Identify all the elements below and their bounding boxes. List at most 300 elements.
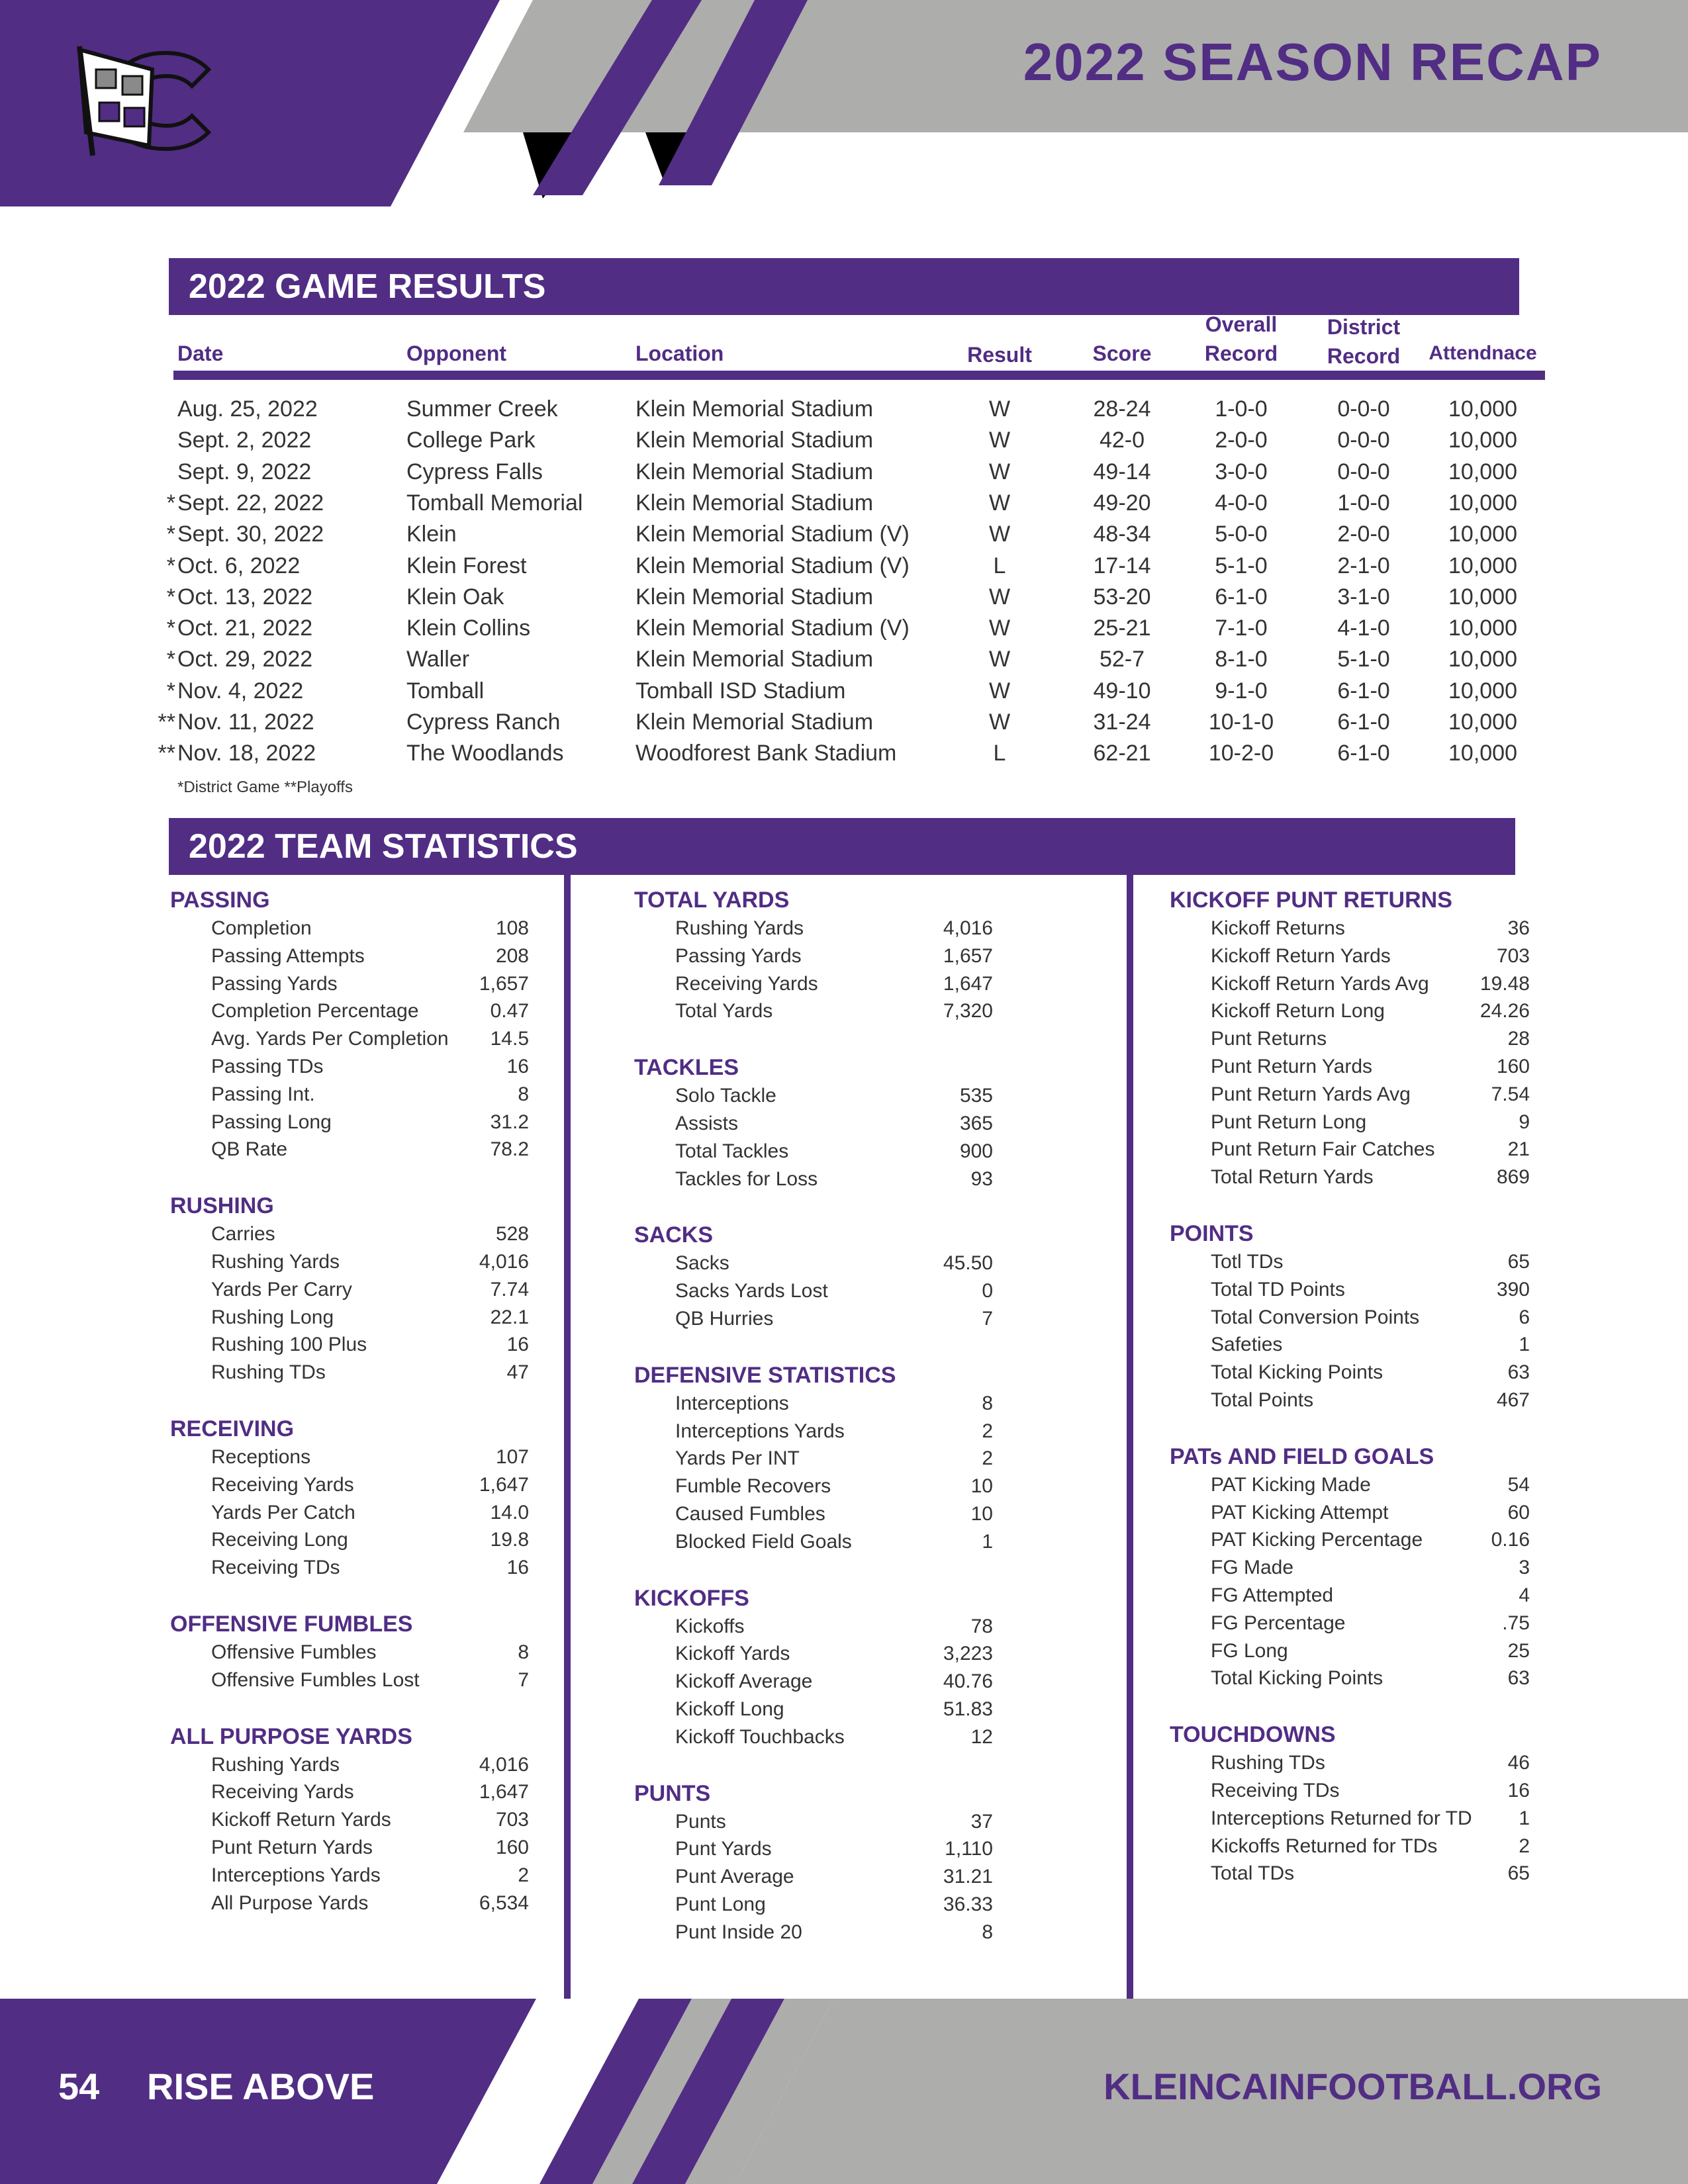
game-date: Sept. 2, 2022 — [177, 428, 312, 453]
stat-row — [170, 1639, 529, 1666]
stat-row — [634, 1919, 993, 1946]
game-opponent: Summer Creek — [406, 396, 558, 422]
stat-value: 4,016 — [479, 1753, 529, 1776]
stat-label: Total Conversion Points — [1211, 1306, 1420, 1328]
footer-url: KLEINCAINFOOTBALL.ORG — [1103, 2066, 1602, 2107]
stat-group — [170, 1610, 529, 1694]
stat-row — [1170, 1860, 1530, 1888]
stat-label: Completion Percentage — [211, 1000, 419, 1023]
stat-value: 25 — [1507, 1639, 1530, 1662]
stat-label: Rushing 100 Plus — [211, 1334, 367, 1356]
stat-row — [170, 997, 529, 1025]
game-result: W — [988, 584, 1011, 610]
stat-group-title: PASSING — [170, 887, 270, 913]
stat-row — [1170, 1499, 1530, 1527]
stat-label: Tackles for Loss — [675, 1167, 818, 1190]
game-mark: * — [166, 678, 175, 704]
stat-group-title: ALL PURPOSE YARDS — [170, 1723, 412, 1749]
stat-label: Receiving Yards — [211, 1781, 354, 1803]
stat-row — [1170, 1053, 1530, 1081]
stat-label: Offensive Fumbles — [211, 1641, 377, 1663]
game-opponent: Waller — [406, 647, 470, 672]
stat-row — [1170, 1304, 1530, 1332]
stats-column-2 — [634, 886, 993, 1974]
stats-divider-1 — [564, 875, 571, 1999]
stat-label: Totl TDs — [1211, 1250, 1284, 1273]
stat-label: Punts — [675, 1810, 726, 1833]
stat-label: Sacks — [675, 1252, 729, 1275]
game-attendance: 10,000 — [1448, 553, 1517, 578]
game-overall: 10-1-0 — [1208, 709, 1274, 735]
game-score: 52-7 — [1099, 647, 1145, 672]
stat-value: 12 — [970, 1725, 993, 1748]
game-mark: * — [166, 490, 175, 516]
stat-row — [634, 1445, 993, 1473]
table-row — [0, 519, 1688, 550]
game-location: Klein Memorial Stadium — [635, 647, 874, 672]
stat-value: 16 — [1507, 1779, 1530, 1801]
stat-value: 2 — [982, 1447, 993, 1470]
game-score: 17-14 — [1093, 553, 1151, 578]
stat-row — [170, 1304, 529, 1332]
stat-row — [634, 1640, 993, 1668]
stat-row — [1170, 1777, 1530, 1805]
stat-label: Receiving Yards — [675, 972, 818, 995]
stat-value: 65 — [1507, 1862, 1530, 1885]
game-opponent: Klein Forest — [406, 553, 527, 578]
stat-row — [1170, 1359, 1530, 1387]
stat-value: 2 — [1519, 1835, 1530, 1857]
stat-value: 4 — [1519, 1584, 1530, 1606]
stat-label: Total Tackles — [675, 1140, 789, 1162]
stat-row — [634, 1138, 993, 1165]
game-overall: 1-0-0 — [1215, 396, 1268, 422]
stat-row — [634, 970, 993, 998]
stat-row — [1170, 1833, 1530, 1860]
team-logo — [66, 40, 225, 162]
game-date: Nov. 11, 2022 — [177, 709, 314, 735]
stat-label: Kickoff Touchbacks — [675, 1725, 845, 1748]
game-overall: 10-2-0 — [1208, 741, 1274, 766]
stat-value: 63 — [1507, 1667, 1530, 1690]
table-row — [0, 582, 1688, 613]
game-location: Klein Memorial Stadium — [635, 396, 874, 422]
game-attendance: 10,000 — [1448, 647, 1517, 672]
stat-row — [634, 942, 993, 970]
game-district: 6-1-0 — [1337, 741, 1390, 766]
stat-group-title: PATs AND FIELD GOALS — [1170, 1443, 1434, 1469]
stat-label: PAT Kicking Percentage — [1211, 1529, 1423, 1551]
stat-value: 8 — [982, 1392, 993, 1414]
stat-row — [1170, 1025, 1530, 1053]
stat-row — [1170, 970, 1530, 998]
stat-value: 16 — [506, 1334, 529, 1356]
game-attendance: 10,000 — [1448, 584, 1517, 610]
table-row — [0, 394, 1688, 425]
stat-value: 8 — [518, 1641, 529, 1663]
col-district-line1: District — [1327, 315, 1401, 339]
game-location: Tomball ISD Stadium — [635, 678, 846, 704]
col-overall-line2: Record — [1204, 341, 1278, 365]
stat-group-title: DEFENSIVE STATISTICS — [634, 1362, 896, 1388]
stat-row — [634, 1082, 993, 1110]
game-attendance: 10,000 — [1448, 428, 1517, 453]
stat-row — [170, 1443, 529, 1471]
game-mark: * — [166, 647, 175, 672]
stat-label: Passing Yards — [675, 944, 802, 967]
stat-group — [634, 1220, 993, 1332]
stat-row — [170, 1778, 529, 1806]
stat-label: Kickoff Yards — [675, 1643, 790, 1665]
stat-value: 47 — [506, 1361, 529, 1384]
game-attendance: 10,000 — [1448, 522, 1517, 547]
stat-label: Offensive Fumbles Lost — [211, 1668, 420, 1691]
stat-group — [634, 1053, 993, 1193]
game-date: Aug. 25, 2022 — [177, 396, 318, 422]
stat-label: FG Made — [1211, 1557, 1294, 1579]
game-mark: * — [166, 584, 175, 610]
stat-label: Kickoffs — [675, 1615, 745, 1637]
stat-row — [634, 1528, 993, 1556]
stat-label: Yards Per INT — [675, 1447, 800, 1470]
stat-value: .75 — [1502, 1612, 1530, 1634]
stat-label: Receiving TDs — [211, 1557, 340, 1579]
col-date: Date — [177, 341, 224, 365]
stat-group-title: RUSHING — [170, 1193, 274, 1219]
game-overall: 5-1-0 — [1215, 553, 1268, 578]
game-score: 31-24 — [1093, 709, 1151, 735]
stat-group — [170, 1414, 529, 1582]
stat-label: FG Percentage — [1211, 1612, 1346, 1634]
stat-label: Punt Average — [675, 1866, 794, 1888]
stat-row — [1170, 1554, 1530, 1582]
game-district: 1-0-0 — [1337, 490, 1390, 516]
game-location: Woodforest Bank Stadium — [635, 741, 897, 766]
stat-value: 703 — [1496, 944, 1530, 967]
stat-value: 2 — [518, 1864, 529, 1886]
stat-row — [1170, 1582, 1530, 1610]
stat-value: 1,657 — [479, 972, 529, 995]
stat-label: Punt Long — [675, 1893, 766, 1915]
game-district: 6-1-0 — [1337, 709, 1390, 735]
stat-value: 869 — [1496, 1166, 1530, 1189]
stat-row — [634, 1305, 993, 1333]
stat-label: Total Kicking Points — [1211, 1361, 1383, 1384]
game-overall: 8-1-0 — [1215, 647, 1268, 672]
stat-label: Completion — [211, 917, 312, 939]
col-location: Location — [635, 341, 724, 365]
stat-label: Interceptions Yards — [211, 1864, 381, 1886]
table-row — [0, 425, 1688, 456]
game-opponent: Klein Collins — [406, 615, 531, 641]
stat-label: Kickoff Average — [675, 1670, 813, 1693]
stats-divider-2 — [1127, 875, 1133, 2008]
stat-value: 78 — [970, 1615, 993, 1637]
stat-label: Kickoff Return Long — [1211, 1000, 1385, 1023]
stat-group — [170, 886, 529, 1163]
game-score: 28-24 — [1093, 396, 1151, 422]
game-result: W — [988, 490, 1011, 516]
game-attendance: 10,000 — [1448, 709, 1517, 735]
stat-row — [170, 1331, 529, 1359]
stat-value: 390 — [1496, 1278, 1530, 1300]
stat-value: 365 — [959, 1112, 993, 1134]
stat-row — [634, 915, 993, 942]
game-district: 3-1-0 — [1337, 584, 1390, 610]
stat-value: 160 — [1496, 1055, 1530, 1077]
game-result: W — [988, 678, 1011, 704]
stat-value: 467 — [1496, 1388, 1530, 1411]
game-date: Nov. 18, 2022 — [177, 741, 316, 766]
stat-value: 4,016 — [943, 917, 993, 939]
stats-column-1 — [170, 886, 529, 1944]
stat-label: Yards Per Carry — [211, 1278, 352, 1300]
stats-column-3 — [1170, 886, 1530, 1915]
stat-value: 7.74 — [490, 1278, 529, 1300]
stat-row — [1170, 1136, 1530, 1163]
stat-value: 36 — [1507, 917, 1530, 939]
stat-group — [170, 1722, 529, 1917]
stat-value: 208 — [495, 944, 529, 967]
stat-value: 535 — [959, 1085, 993, 1107]
stat-value: 6 — [1519, 1306, 1530, 1328]
stat-value: 1,657 — [943, 944, 993, 967]
stat-value: 7.54 — [1491, 1083, 1530, 1105]
table-row — [0, 551, 1688, 582]
stat-row — [634, 1808, 993, 1836]
team-stats-title-bar: 2022 TEAM STATISTICS — [169, 818, 1515, 875]
stat-row — [1170, 1276, 1530, 1304]
game-district: 0-0-0 — [1337, 428, 1390, 453]
stat-label: Total TD Points — [1211, 1278, 1345, 1300]
stat-value: 0.47 — [490, 1000, 529, 1023]
footer-slogan: RISE ABOVE — [147, 2066, 375, 2107]
col-district-line2: Record — [1327, 344, 1401, 368]
stat-group-title: TOTAL YARDS — [634, 887, 790, 913]
stat-row — [170, 1276, 529, 1304]
stat-label: Rushing TDs — [211, 1361, 326, 1384]
stat-label: Receiving TDs — [1211, 1779, 1340, 1801]
game-result: W — [988, 709, 1011, 735]
game-mark: ** — [158, 741, 175, 766]
stat-value: 45.50 — [943, 1252, 993, 1275]
stat-row — [1170, 1471, 1530, 1499]
stat-row — [634, 1277, 993, 1305]
stat-group-title: KICKOFF PUNT RETURNS — [1170, 887, 1452, 913]
game-score: 42-0 — [1099, 428, 1145, 453]
game-result: W — [988, 396, 1011, 422]
stat-label: Passing Attempts — [211, 944, 365, 967]
game-score: 53-20 — [1093, 584, 1151, 610]
stat-value: 9 — [1519, 1111, 1530, 1133]
stat-label: Kickoffs Returned for TDs — [1211, 1835, 1438, 1857]
stat-row — [634, 1110, 993, 1138]
stat-value: 24.26 — [1479, 1000, 1530, 1023]
stat-value: 46 — [1507, 1752, 1530, 1774]
game-location: Klein Memorial Stadium — [635, 584, 874, 610]
stat-row — [634, 1668, 993, 1696]
stat-value: 10 — [970, 1475, 993, 1498]
stat-group — [634, 886, 993, 1025]
stat-label: Total Kicking Points — [1211, 1667, 1383, 1690]
game-result: W — [988, 522, 1011, 547]
stat-value: 54 — [1507, 1473, 1530, 1496]
stat-row — [1170, 1526, 1530, 1554]
stat-row — [634, 1863, 993, 1891]
stat-row — [1170, 915, 1530, 942]
stat-row — [170, 1359, 529, 1387]
game-overall: 2-0-0 — [1215, 428, 1268, 453]
stat-value: 14.5 — [490, 1028, 529, 1050]
game-footnote: *District Game **Playoffs — [177, 778, 353, 796]
game-mark: * — [166, 522, 175, 547]
game-location: Klein Memorial Stadium — [635, 490, 874, 516]
stat-row — [1170, 942, 1530, 970]
stat-value: 22.1 — [490, 1306, 529, 1328]
stat-row — [170, 942, 529, 970]
stat-label: Kickoff Long — [675, 1698, 784, 1720]
stat-value: 1,647 — [479, 1781, 529, 1803]
stat-row — [170, 1751, 529, 1779]
stat-label: Rushing TDs — [1211, 1752, 1325, 1774]
game-date: Sept. 30, 2022 — [177, 522, 324, 547]
stat-group-title: TACKLES — [634, 1055, 739, 1081]
game-attendance: 10,000 — [1448, 678, 1517, 704]
page-number: 54 — [58, 2066, 100, 2107]
game-district: 2-0-0 — [1337, 522, 1390, 547]
stat-row — [170, 1499, 529, 1527]
stat-group-title: POINTS — [1170, 1220, 1254, 1246]
stat-label: Safeties — [1211, 1334, 1283, 1356]
game-result: W — [988, 647, 1011, 672]
game-overall: 9-1-0 — [1215, 678, 1268, 704]
stat-value: 7 — [518, 1668, 529, 1691]
game-opponent: College Park — [406, 428, 536, 453]
stat-value: 7 — [982, 1307, 993, 1330]
header-rule — [173, 371, 1545, 380]
game-mark: * — [166, 553, 175, 578]
stat-value: 10 — [970, 1502, 993, 1525]
table-row — [0, 738, 1688, 769]
stat-label: Interceptions Yards — [675, 1420, 845, 1442]
col-overall — [1185, 310, 1297, 368]
stat-value: 65 — [1507, 1250, 1530, 1273]
stat-label: Punt Return Yards Avg — [1211, 1083, 1411, 1105]
stat-row — [170, 1025, 529, 1053]
stat-value: 3 — [1519, 1557, 1530, 1579]
stat-row — [1170, 1387, 1530, 1414]
stat-value: 31.21 — [943, 1866, 993, 1888]
game-district: 0-0-0 — [1337, 396, 1390, 422]
stat-label: Kickoff Returns — [1211, 917, 1345, 939]
stat-value: 8 — [982, 1921, 993, 1943]
stat-label: Yards Per Catch — [211, 1501, 355, 1524]
stat-value: 0 — [982, 1280, 993, 1302]
stat-label: FG Long — [1211, 1639, 1288, 1662]
stat-value: 4,016 — [479, 1250, 529, 1273]
stat-label: Passing Long — [211, 1111, 332, 1133]
stat-label: Carries — [211, 1223, 275, 1246]
stat-row — [1170, 1805, 1530, 1833]
stat-label: All Purpose Yards — [211, 1891, 369, 1914]
page-title: 2022 SEASON RECAP — [1023, 32, 1602, 91]
stat-value: 36.33 — [943, 1893, 993, 1915]
stat-row — [170, 915, 529, 942]
game-overall: 5-0-0 — [1215, 522, 1268, 547]
table-row — [0, 457, 1688, 488]
stat-row — [170, 1220, 529, 1248]
stat-value: 1 — [1519, 1807, 1530, 1829]
game-opponent: Klein — [406, 522, 457, 547]
stat-label: Total TDs — [1211, 1862, 1295, 1885]
stat-row — [634, 1835, 993, 1863]
stat-label: Rushing Yards — [675, 917, 804, 939]
col-opponent: Opponent — [406, 341, 507, 365]
game-overall: 3-0-0 — [1215, 459, 1268, 484]
game-opponent: Cypress Falls — [406, 459, 543, 484]
col-attendance: Attendnace — [1429, 342, 1537, 364]
stat-value: 78.2 — [490, 1138, 529, 1161]
stat-value: 1 — [1519, 1334, 1530, 1356]
stat-label: Kickoff Return Yards — [211, 1809, 391, 1831]
stat-row — [170, 970, 529, 998]
stat-row — [634, 1250, 993, 1277]
stat-group — [1170, 1720, 1530, 1888]
table-row — [0, 644, 1688, 675]
stat-value: 40.76 — [943, 1670, 993, 1693]
game-date: Sept. 9, 2022 — [177, 459, 312, 484]
stat-label: Passing TDs — [211, 1055, 324, 1077]
stat-row — [634, 1390, 993, 1418]
stat-value: 51.83 — [943, 1698, 993, 1720]
stat-label: Passing Yards — [211, 972, 338, 995]
stat-group-title: RECEIVING — [170, 1416, 295, 1441]
stat-value: 528 — [495, 1223, 529, 1246]
stat-row — [1170, 1163, 1530, 1191]
stat-row — [170, 1053, 529, 1081]
game-opponent: The Woodlands — [406, 741, 564, 766]
game-opponent: Klein Oak — [406, 584, 504, 610]
game-location: Klein Memorial Stadium (V) — [635, 522, 910, 547]
stat-row — [170, 1136, 529, 1163]
stat-label: PAT Kicking Made — [1211, 1473, 1371, 1496]
stat-label: Assists — [675, 1112, 739, 1134]
game-opponent: Tomball Memorial — [406, 490, 583, 516]
stat-row — [170, 1889, 529, 1917]
table-row — [0, 707, 1688, 738]
stat-label: Total Yards — [675, 1000, 773, 1023]
col-district — [1307, 312, 1420, 371]
stat-label: Rushing Long — [211, 1306, 334, 1328]
game-overall: 4-0-0 — [1215, 490, 1268, 516]
stat-row — [1170, 1610, 1530, 1637]
stat-row — [1170, 1637, 1530, 1665]
game-district: 4-1-0 — [1337, 615, 1390, 641]
game-attendance: 10,000 — [1448, 615, 1517, 641]
stat-label: Kickoff Return Yards Avg — [1211, 972, 1429, 995]
stat-row — [634, 1891, 993, 1919]
game-district: 0-0-0 — [1337, 459, 1390, 484]
stat-label: Rushing Yards — [211, 1753, 340, 1776]
stat-row — [1170, 1081, 1530, 1109]
stat-label: Punt Returns — [1211, 1028, 1327, 1050]
col-score: Score — [1092, 341, 1152, 365]
stat-value: 31.2 — [490, 1111, 529, 1133]
game-results-title-bar: 2022 GAME RESULTS — [169, 258, 1519, 315]
stat-value: 19.48 — [1479, 972, 1530, 995]
stat-row — [634, 1418, 993, 1445]
stat-label: Caused Fumbles — [675, 1502, 825, 1525]
